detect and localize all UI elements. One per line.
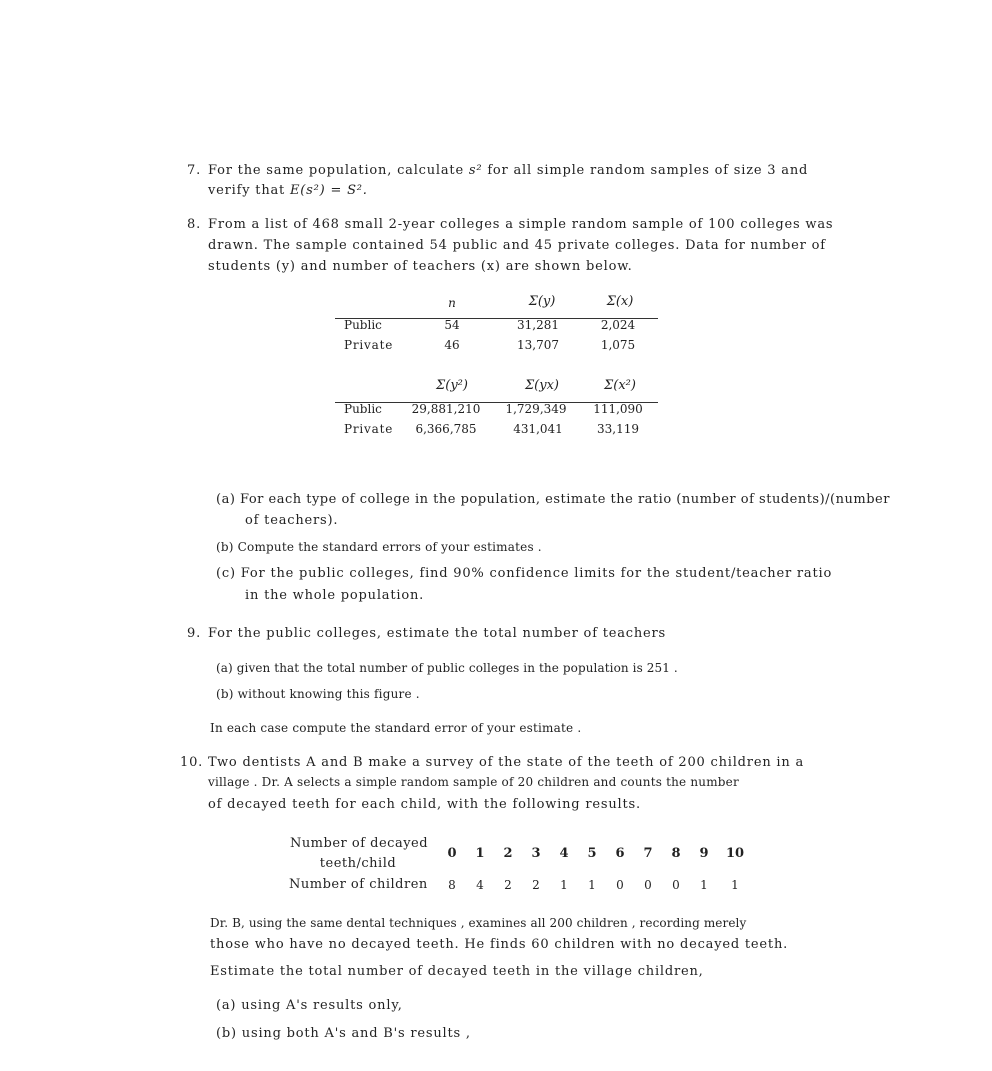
teeth-count: 0	[447, 846, 457, 861]
table2-cell: 1,729,349	[505, 402, 567, 416]
q10-part-a: (a) using A's results only,	[216, 998, 403, 1013]
children-count: 4	[476, 878, 484, 892]
q9-text: For the public colleges, estimate the total number of teachers	[208, 626, 667, 641]
table2-cell: 431,041	[513, 422, 563, 436]
q8-part-c-line1: (c) For the public colleges, find 90% confidence limits for the student/teacher ratio	[216, 566, 833, 581]
children-row-label: Number of children	[289, 877, 428, 892]
table2-cell: 29,881,210	[411, 402, 481, 416]
teeth-count: 2	[503, 846, 513, 861]
q9-part-b: (b) without knowing this figure .	[216, 687, 420, 701]
q7-text-line1: For the same population, calculate s² for all simple random samples of size 3 and	[208, 163, 809, 178]
q10-text-line1: Two dentists A and B make a survey of the state of the teeth of 200 children in a	[208, 755, 805, 770]
teeth-row-label-line1: Number of decayed	[289, 836, 429, 851]
teeth-row-label-line2: teeth/child	[319, 856, 397, 871]
q10-text-line2: village . Dr. A selects a simple random sample of 20 children and counts the number	[208, 775, 739, 789]
q9-number: 9.	[187, 626, 202, 641]
children-count: 8	[448, 878, 456, 892]
q8-part-a-line2: of teachers).	[245, 513, 339, 528]
q7-number: 7.	[187, 163, 202, 178]
table1-header-sum-y: Σ(y)	[528, 294, 556, 309]
q10-dr-b-line1: Dr. B, using the same dental techniques , examines all 200 children , recording merely	[210, 916, 747, 930]
q8-part-b: (b) Compute the standard errors of your estimates .	[216, 540, 542, 554]
teeth-count: 3	[531, 846, 541, 861]
table1-cell: 54	[444, 318, 460, 332]
table2-row-label-public: Public	[344, 402, 382, 416]
q10-text-line3: of decayed teeth for each child, with the following results.	[208, 797, 641, 812]
q8-text-line3: students (y) and number of teachers (x) are shown below.	[208, 259, 633, 274]
table2-header-sum-yx: Σ(yx)	[524, 378, 560, 393]
teeth-count: 9	[699, 846, 709, 861]
q8-part-c-line2: in the whole population.	[245, 588, 425, 603]
teeth-count: 1	[475, 846, 485, 861]
table1-cell: 46	[444, 338, 460, 352]
table1-row-label-public: Public	[344, 318, 382, 332]
table1-row-label-private: Private	[344, 338, 394, 352]
table1-cell: 13,707	[517, 338, 559, 352]
q10-part-b: (b) using both A's and B's results ,	[216, 1026, 471, 1041]
children-count: 1	[731, 878, 739, 892]
table2-cell: 6,366,785	[415, 422, 477, 436]
children-count: 1	[700, 878, 708, 892]
teeth-count: 10	[725, 846, 745, 861]
children-count: 1	[588, 878, 596, 892]
table2-row-label-private: Private	[344, 422, 394, 436]
table2-cell: 33,119	[597, 422, 639, 436]
teeth-count: 5	[587, 846, 597, 861]
table2-header-sum-y2: Σ(y²)	[436, 378, 468, 393]
q8-text-line2: drawn. The sample contained 54 public and 45 private colleges. Data for number of	[208, 238, 826, 253]
q8-text-line1: From a list of 468 small 2-year colleges a simple random sample of 100 colleges was	[208, 217, 834, 232]
teeth-count: 7	[643, 846, 653, 861]
q9-part-a: (a) given that the total number of public colleges in the population is 251 .	[216, 661, 678, 675]
q9-note: In each case compute the standard error of your estimate .	[210, 721, 582, 735]
children-count: 0	[672, 878, 680, 892]
teeth-count: 4	[559, 846, 569, 861]
children-count: 2	[532, 878, 540, 892]
table2-cell: 111,090	[593, 402, 643, 416]
q10-estimate: Estimate the total number of decayed teeth in the village children,	[210, 964, 704, 979]
q10-dr-b-line2: those who have no decayed teeth. He finds 60 children with no decayed teeth.	[210, 937, 789, 952]
table1-cell: 31,281	[517, 318, 559, 332]
table1-cell: 1,075	[600, 338, 636, 352]
q7-text-line2: verify that E(s²) = S².	[208, 183, 368, 198]
children-count: 1	[560, 878, 568, 892]
table2-header-sum-x2: Σ(x²)	[604, 378, 636, 393]
children-count: 0	[616, 878, 624, 892]
q8-number: 8.	[187, 217, 202, 232]
table1-header-sum-x: Σ(x)	[606, 294, 634, 309]
teeth-count: 6	[615, 846, 625, 861]
children-count: 2	[504, 878, 512, 892]
table1-header-n: n	[448, 296, 456, 310]
q8-part-a-line1: (a) For each type of college in the population, estimate the ratio (number of students)/(number	[216, 492, 890, 507]
children-count: 0	[644, 878, 652, 892]
table1-cell: 2,024	[600, 318, 636, 332]
teeth-count: 8	[671, 846, 681, 861]
q10-number: 10.	[180, 755, 204, 770]
